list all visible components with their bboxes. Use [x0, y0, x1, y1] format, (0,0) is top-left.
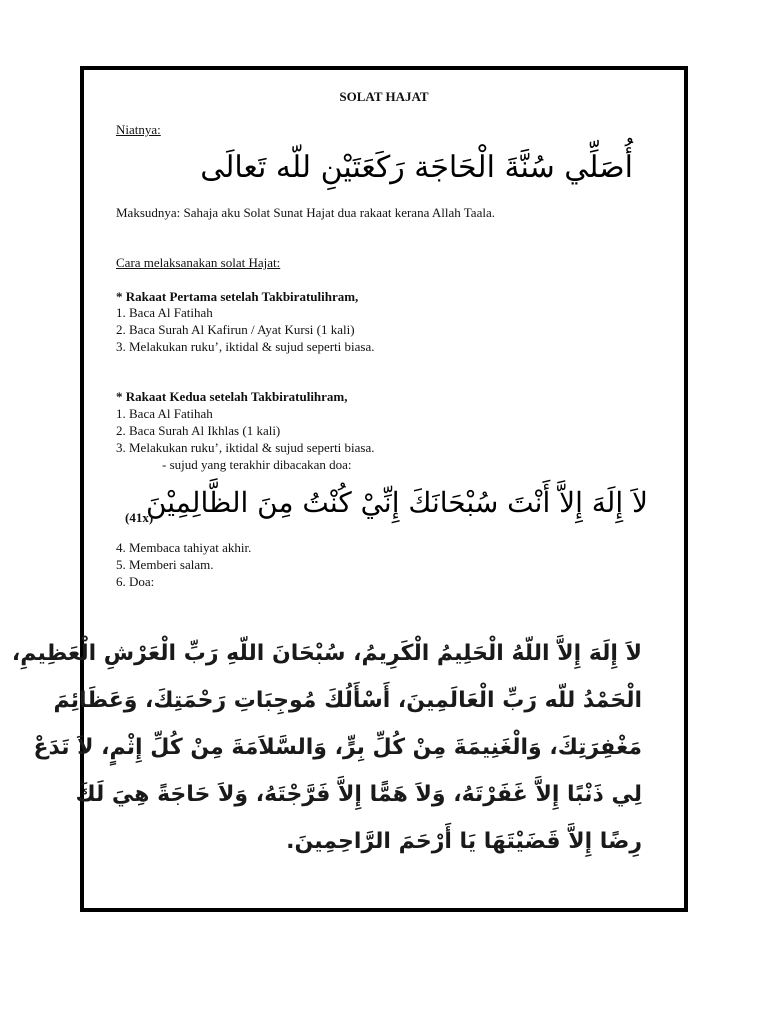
- closing-doa-arabic-block: [11, 630, 642, 865]
- niat-label: Niatnya:: [116, 122, 161, 137]
- doa-line: الْحَمْدُ للّه رَبِّ الْعَالَمِينَ، أَسْأَلُكَ مُوجِبَاتِ رَحْمَتِكَ، وَعَظَائِمَ: [53, 688, 642, 713]
- rakaat1-heading: * Rakaat Pertama setelah Takbiratulihram,: [116, 289, 359, 304]
- niat-meaning: Maksudnya: Sahaja aku Solat Sunat Hajat dua rakaat kerana Allah Taala.: [116, 205, 495, 220]
- rakaat2-step: 3. Melakukan ruku’, iktidal & sujud seperti biasa.: [116, 440, 375, 455]
- rakaat2-step: 2. Baca Surah Al Ikhlas (1 kali): [116, 423, 281, 438]
- rakaat2-step: 1. Baca Al Fatihah: [116, 406, 213, 421]
- repeat-count: (41x): [125, 510, 154, 525]
- doa-line: رِضًا إِلاَّ قَضَيْتَهَا يَا أَرْحَمَ الرَّاحِمِينَ.: [286, 829, 642, 854]
- doa-line: لِي ذَنْبًا إِلاَّ غَفَرْتَهُ، وَلاَ هَمًّا إِلاَّ فَرَّجْتَهُ، وَلاَ حَاجَةً هِيَ لَكَ: [75, 782, 642, 807]
- procedure-heading: Cara melaksanakan solat Hajat:: [116, 255, 281, 270]
- sujud-note: - sujud yang terakhir dibacakan doa:: [162, 457, 352, 472]
- rakaat2-heading: * Rakaat Kedua setelah Takbiratulihram,: [116, 389, 348, 404]
- doa-line: لاَ إِلَهَ إِلاَّ اللّهُ الْحَلِيمُ الْكَرِيمُ، سُبْحَانَ اللّهِ رَبِّ الْعَرْشِ الْعَظِيمِ،: [11, 641, 642, 666]
- rakaat1-step: 3. Melakukan ruku’, iktidal & sujud seperti biasa.: [116, 339, 375, 354]
- sujud-doa-arabic-text: لاَ إِلَهَ إِلاَّ أَنْتَ سُبْحَانَكَ إِنِّيْ كُنْتُ مِنَ الظَّالِمِيْنَ: [145, 486, 648, 519]
- final-step: 4. Membaca tahiyat akhir.: [116, 540, 252, 555]
- doa-line: مَغْفِرَتِكَ، وَالْغَنِيمَةَ مِنْ كُلِّ بِرٍّ، وَالسَّلاَمَةَ مِنْ كُلِّ إِثْمٍ، لاَ تَدَعْ: [33, 735, 642, 760]
- niat-arabic-text: أُصَلِّي سُنَّةَ الْحَاجَة رَكَعَتَيْنِ للّه تَعالَى: [200, 150, 633, 185]
- rakaat1-step: 1. Baca Al Fatihah: [116, 305, 213, 320]
- rakaat1-step: 2. Baca Surah Al Kafirun / Ayat Kursi (1 kali): [116, 322, 355, 337]
- final-step: 6. Doa:: [116, 574, 155, 589]
- page-title: SOLAT HAJAT: [339, 89, 429, 104]
- final-step: 5. Memberi salam.: [116, 557, 214, 572]
